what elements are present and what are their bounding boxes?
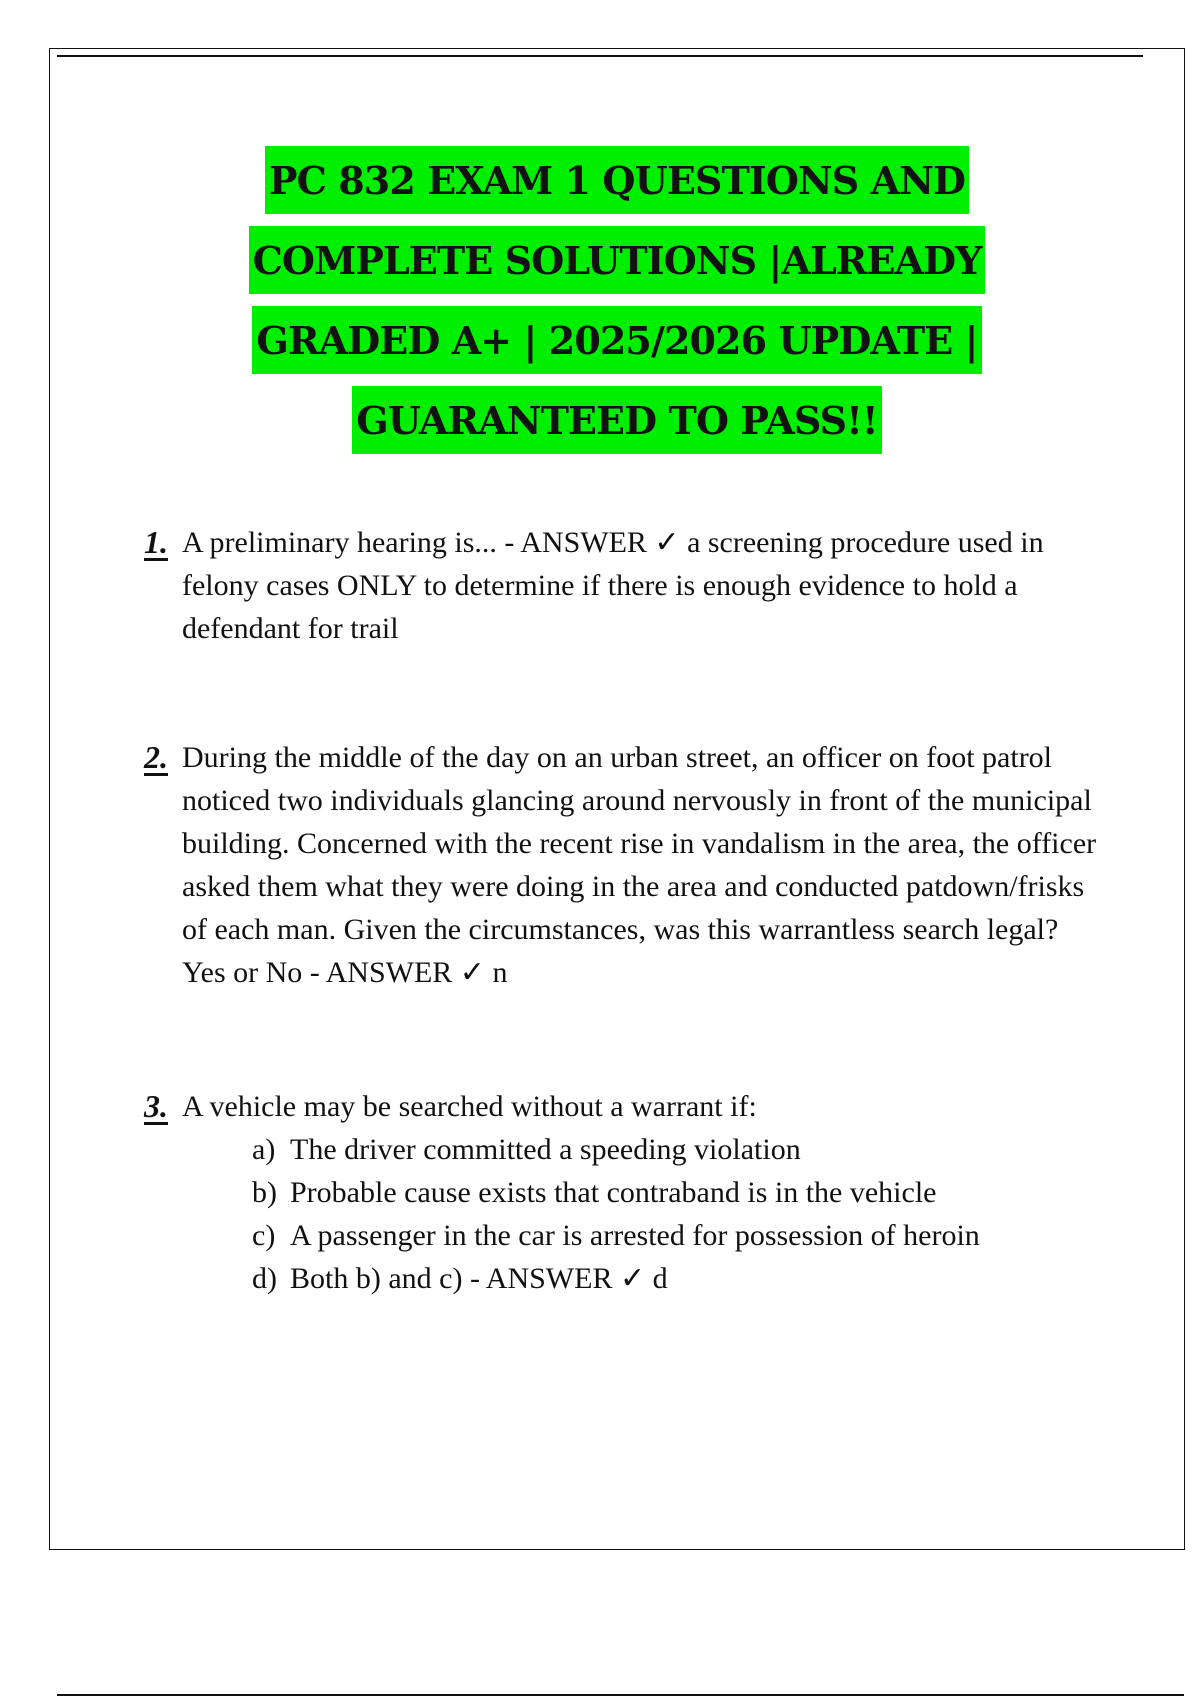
option-b [252,1171,980,1214]
question-text: During the middle of the day on an urban street, an officer on foot patrol noticed two individuals glancing around nervously in front of the municipal building. Concerned with the recent rise in vandalism in the area, the officer asked them what they were doing in the area and conducted patdown/frisks of each man. Given the circumstances, was this warrantless search legal? Yes or No - ANSWER ✓ n [182,741,1097,989]
option-a [252,1128,980,1171]
question-text: A preliminary hearing is... - ANSWER ✓ a screening procedure used in felony cases ONLY to determine if there is enough evidence to hold a defendant for trail [182,526,1044,645]
option-text: The driver committed a speeding violation [290,1133,801,1166]
option-letter: a) [252,1133,276,1166]
option-letter: c) [252,1219,276,1252]
option-letter: b) [252,1176,277,1209]
question-number: 3. [144,1088,168,1124]
question-3 [144,1085,1094,1128]
bottom-rule [57,1694,1184,1696]
title-line-1: PC 832 EXAM 1 QUESTIONS AND [265,146,969,214]
option-letter: d) [252,1262,277,1295]
question-number: 1. [144,524,168,560]
answer-options [252,1128,980,1300]
option-d [252,1257,980,1300]
top-rule [57,55,1143,57]
document-title [0,146,1200,466]
option-text: Probable cause exists that contraband is in the vehicle [290,1176,937,1209]
question-text: A vehicle may be searched without a warrant if: [182,1090,757,1123]
question-1 [144,521,1094,650]
title-line-4: GUARANTEED TO PASS!! [352,386,881,454]
title-line-2: COMPLETE SOLUTIONS |ALREADY [249,226,986,294]
question-2 [144,736,1097,994]
option-text: A passenger in the car is arrested for possession of heroin [290,1219,980,1252]
option-c [252,1214,980,1257]
title-line-3: GRADED A+ | 2025/2026 UPDATE | [252,306,981,374]
question-number: 2. [144,739,168,775]
option-text: Both b) and c) - ANSWER ✓ d [290,1262,668,1295]
